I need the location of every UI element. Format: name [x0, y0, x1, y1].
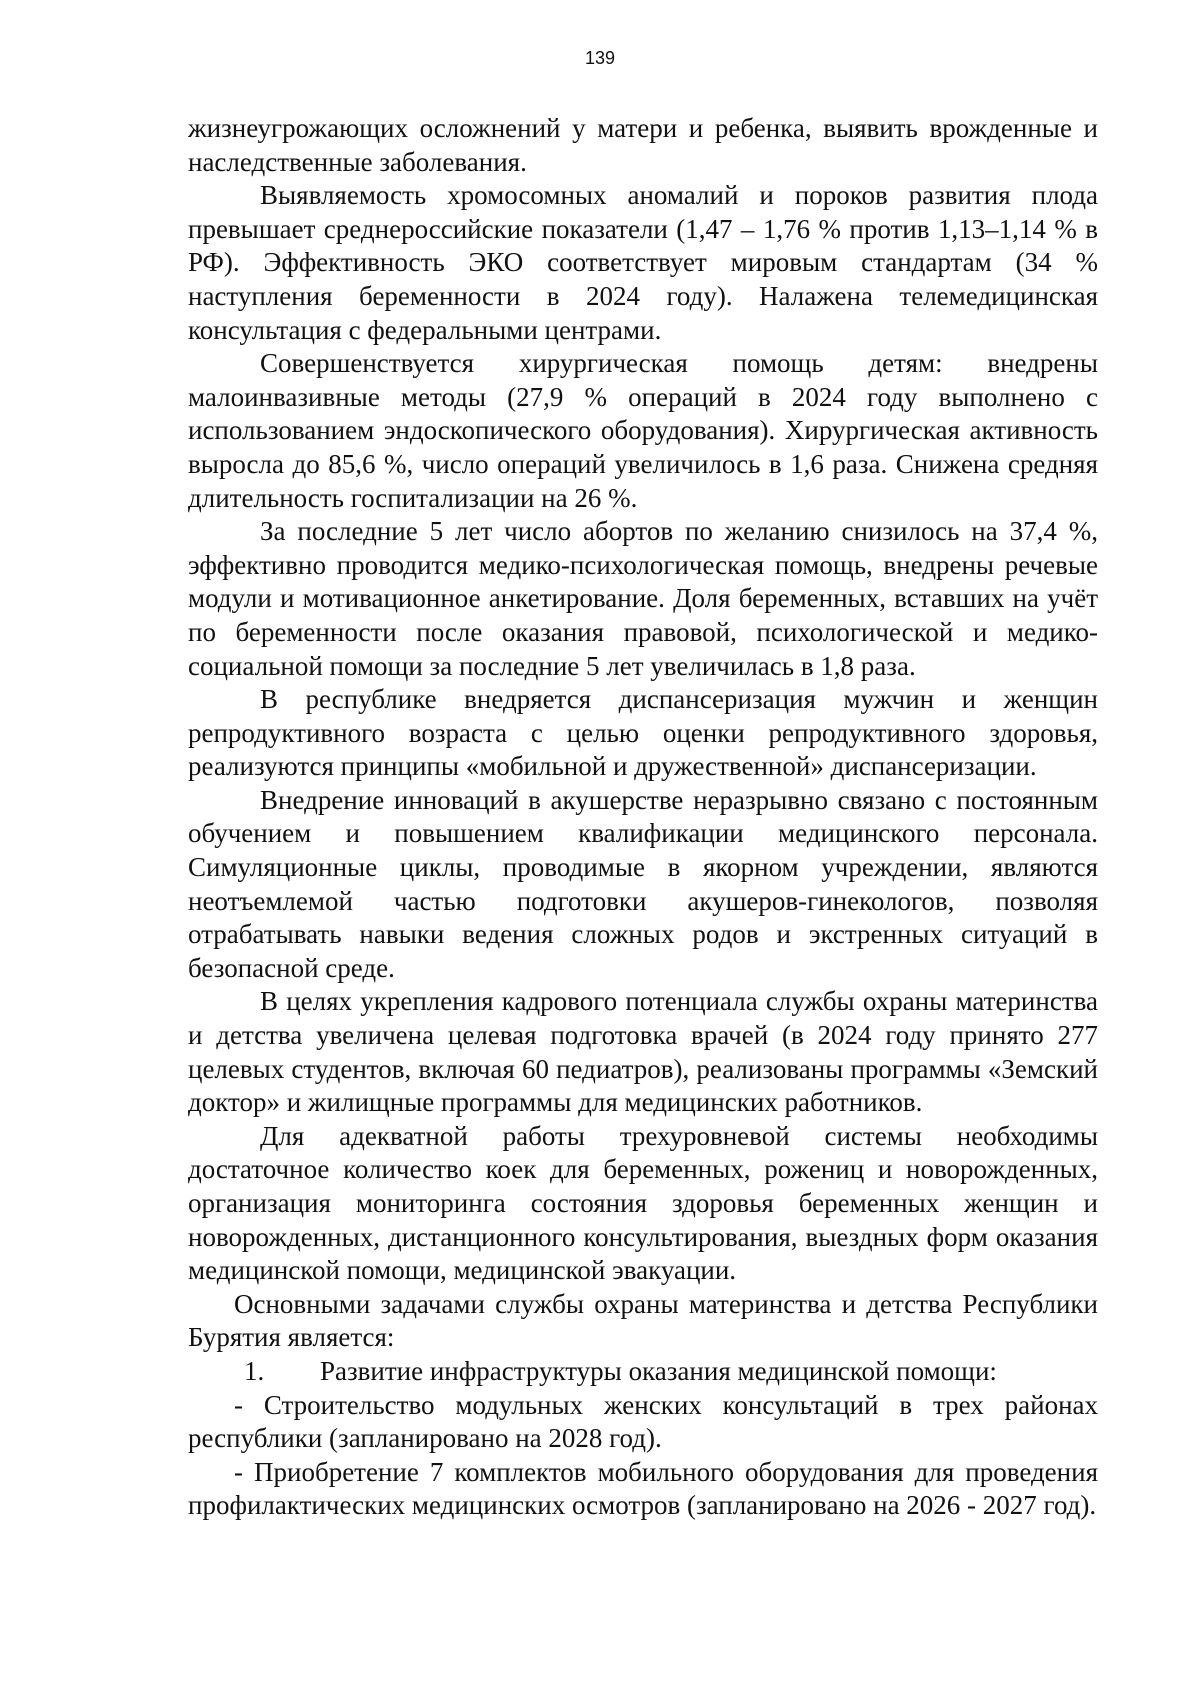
paragraph: Совершенствуется хирургическая помощь детям: внедрены малоинвазивные методы (27,9 % операций в 2024 году выполнено с использованием эндоскопического оборудования). Хирургическая активность выросла до 85,6 %, число операций увеличилось в 1,6 раза. Снижена средняя длительность госпитализации на 26 %. — [188, 348, 1098, 513]
paragraph: За последние 5 лет число абортов по желанию снизилось на 37,4 %, эффективно проводится медико-психологическая помощь, внедрены речевые модули и мотивационное анкетирование. Доля беременных, вставших на учёт по беременности после оказания правовой, психологической и медико-социальной помощи за последние 5 лет увеличилась в 1,8 раза. — [188, 516, 1098, 681]
page-number: 139 — [584, 48, 616, 68]
paragraph: В целях укрепления кадрового потенциала службы охраны материнства и детства увеличена целевая подготовка врачей (в 2024 году принято 277 целевых студентов, включая 60 педиатров), реализованы программы «Земский доктор» и жилищные программы для медицинских работников. — [188, 986, 1098, 1118]
list-number: 1. — [244, 1355, 265, 1386]
paragraph: Основными задачами службы охраны материнства и детства Республики Бурятия является: — [188, 1288, 1098, 1353]
numbered-list-item — [188, 1355, 1098, 1389]
dash-list-item: - Приобретение 7 комплектов мобильного оборудования для проведения профилактических медицинских осмотров (запланировано на 2026 - 2027 год). — [188, 1456, 1098, 1521]
list-item-text: Развитие инфраструктуры оказания медицинской помощи: — [320, 1355, 997, 1386]
document-body — [188, 112, 1098, 1523]
paragraph: жизнеугрожающих осложнений у матери и ребенка, выявить врожденные и наследственные заболевания. — [188, 113, 1098, 177]
dash-list-item: - Строительство модульных женских консультаций в трех районах республики (запланировано на 2028 год). — [188, 1389, 1098, 1454]
paragraph: Внедрение инноваций в акушерстве неразрывно связано с постоянным обучением и повышением квалификации медицинского персонала. Симуляционные циклы, проводимые в якорном учреждении, являются неотъемлемой частью подготовки акушеров-гинекологов, позволяя отрабатывать навыки ведения сложных родов и экстренных ситуаций в безопасной среде. — [188, 784, 1098, 983]
paragraph: В республике внедряется диспансеризация мужчин и женщин репродуктивного возраста с целью оценки репродуктивного здоровья, реализуются принципы «мобильной и дружественной» диспансеризации. — [188, 684, 1098, 782]
paragraph: Для адекватной работы трехуровневой системы необходимы достаточное количество коек для беременных, рожениц и новорожденных, организация мониторинга состояния здоровья беременных женщин и новорожденных, дистанционного консультирования, выездных форм оказания медицинской помощи, медицинской эвакуации. — [188, 1120, 1098, 1286]
paragraph: Выявляемость хромосомных аномалий и пороков развития плода превышает среднероссийские показатели (1,47 – 1,76 % против 1,13–1,14 % в РФ). Эффективность ЭКО соответствует мировым стандартам (34 % наступления беременности в 2024 году). Налажена телемедицинская консультация с федеральными центрами. — [188, 180, 1098, 345]
